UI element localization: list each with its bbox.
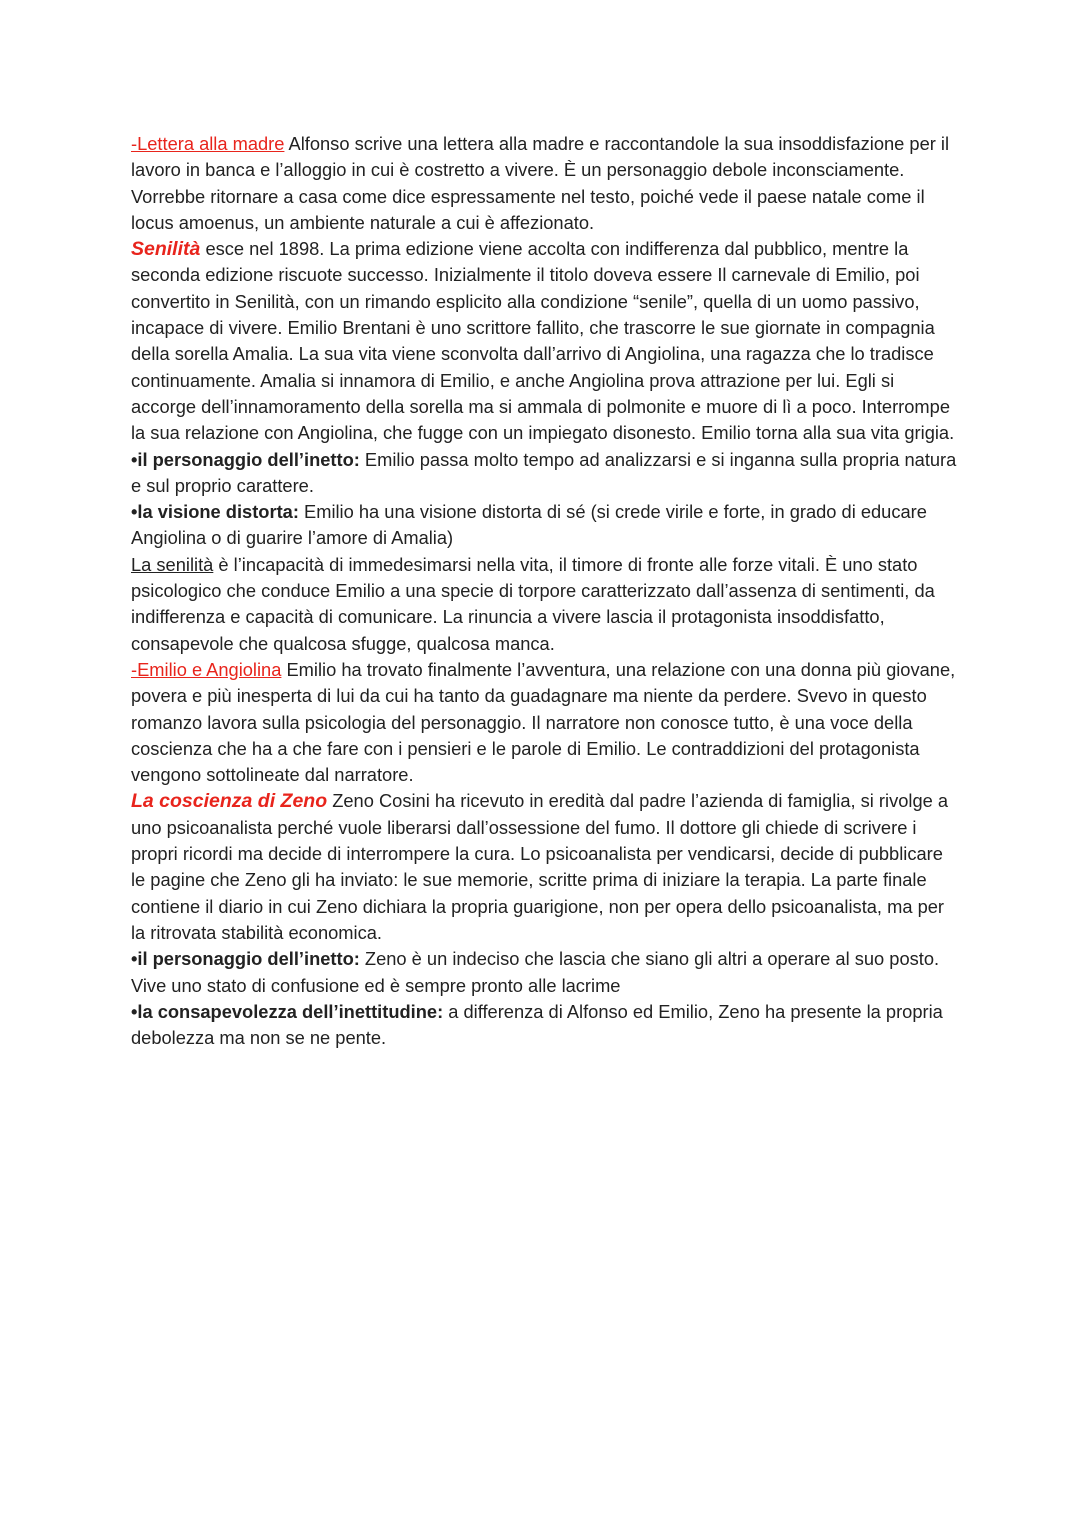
bullet-visione-distorta bbox=[131, 499, 961, 552]
bullet-heading: •la visione distorta: bbox=[131, 501, 299, 523]
bullet-text: a differenza di Alfonso ed Emilio, Zeno ha presente la propria debolezza ma non se ne pente. bbox=[131, 1000, 943, 1049]
paragraph-la-senilita bbox=[131, 552, 961, 657]
section-heading-lettera-alla-madre: -Lettera alla madre bbox=[131, 133, 285, 154]
underlined-term-la-senilita: La senilità bbox=[131, 553, 214, 575]
paragraph-text: esce nel 1898. La prima edizione viene accolta con indifferenza dal pubblico, mentre la seconda edizione riscuote successo. Inizialmente il titolo doveva essere Il carnevale di Emilio, poi convertito in Senilità, con un rimando esplicito alla condizione “senile”, quella di un uomo passivo, incapace di vivere. Emilio Brentani è uno scrittore fallito, che trascorre le sue giornate in compagnia della sorella Amalia. La sua vita viene sconvolta dall’arrivo di Angiolina, una ragazza che lo tradisce continuamente. Amalia si innamora di Emilio, e anche Angiolina prova attrazione per lui. Egli si accorge dell’innamoramento della sorella ma si ammala di polmonite e muore di lì a poco. Interrompe la sua relazione con Angiolina, che fugge con un impiegato disonesto. Emilio torna alla sua vita grigia. bbox=[131, 238, 955, 444]
bullet-consapevolezza-inettitudine bbox=[131, 999, 961, 1052]
paragraph-text: Alfonso scrive una lettera alla madre e raccontandole la sua insoddisfazione per il lavoro in banca e l’alloggio in cui è costretto a vivere. È un personaggio debole inconsciamente. Vorrebbe ritornare a casa come dice espressamente nel testo, poiché vede il paese natale come il locus amoenus, un ambiente naturale a cui è affezionato. bbox=[131, 133, 950, 233]
section-heading-emilio-e-angiolina: -Emilio e Angiolina bbox=[131, 658, 282, 680]
bullet-heading: •il personaggio dell’inetto: bbox=[131, 948, 360, 970]
document-page bbox=[131, 131, 961, 1051]
paragraph-senilita bbox=[131, 236, 961, 446]
bullet-heading: •il personaggio dell’inetto: bbox=[131, 448, 360, 470]
paragraph-text: Zeno Cosini ha ricevuto in eredità dal padre l’azienda di famiglia, si rivolge a uno psicoanalista perché vuole liberarsi dall’ossessione del fumo. Il dottore gli chiede di scrivere i propri ricordi ma decide di interrompere la cura. Lo psicoanalista per vendicarsi, decide di pubblicare le pagine che Zeno gli ha inviato: le sue memorie, scritte prima di iniziare la terapia. La parte finale contiene il diario in cui Zeno dichiara la propria guarigione, non per opera dello psicoanalista, ma per la ritrovata stabilità economica. bbox=[131, 790, 949, 943]
paragraph-text: Emilio ha trovato finalmente l’avventura, una relazione con una donna più giovane, povera e più inesperta di lui da cui ha tanto da guadagnare ma niente da perdere. Svevo in questo romanzo lavora sulla psicologia del personaggio. Il narratore non conosce tutto, è una voce della coscienza che ha a che fare con i pensieri e le parole di Emilio. Le contraddizioni del protagonista vengono sottolineate dal narratore. bbox=[131, 658, 956, 786]
bullet-personaggio-inetto-emilio bbox=[131, 447, 961, 500]
bullet-text: Emilio passa molto tempo ad analizzarsi e si inganna sulla propria natura e sul proprio carattere. bbox=[131, 448, 957, 496]
bullet-text: Zeno è un indeciso che lascia che siano gli altri a operare al suo posto. Vive uno stato di confusione ed è sempre pronto alle lacrime bbox=[131, 948, 940, 996]
section-heading-coscienza-di-zeno: La coscienza di Zeno bbox=[131, 790, 328, 813]
bullet-personaggio-inetto-zeno bbox=[131, 946, 961, 999]
paragraph-emilio-e-angiolina bbox=[131, 657, 961, 788]
bullet-heading: •la consapevolezza dell’inettitudine: bbox=[131, 1000, 444, 1022]
bullet-text: Emilio ha una visione distorta di sé (si crede virile e forte, in grado di educare Angiolina o di guarire l’amore di Amalia) bbox=[131, 501, 927, 549]
paragraph-coscienza-di-zeno bbox=[131, 788, 961, 946]
paragraph-text: è l’incapacità di immedesimarsi nella vita, il timore di fronte alle forze vitali. È uno stato psicologico che conduce Emilio a una specie di torpore caratterizzato dall’assenza di sentimenti, da indifferenza e capacità di comunicare. La rinuncia a vivere lascia il protagonista insoddisfatto, consapevole che qualcosa sfugge, qualcosa manca. bbox=[131, 553, 935, 654]
paragraph-lettera-alla-madre bbox=[131, 131, 961, 236]
section-heading-senilita: Senilità bbox=[131, 238, 201, 261]
